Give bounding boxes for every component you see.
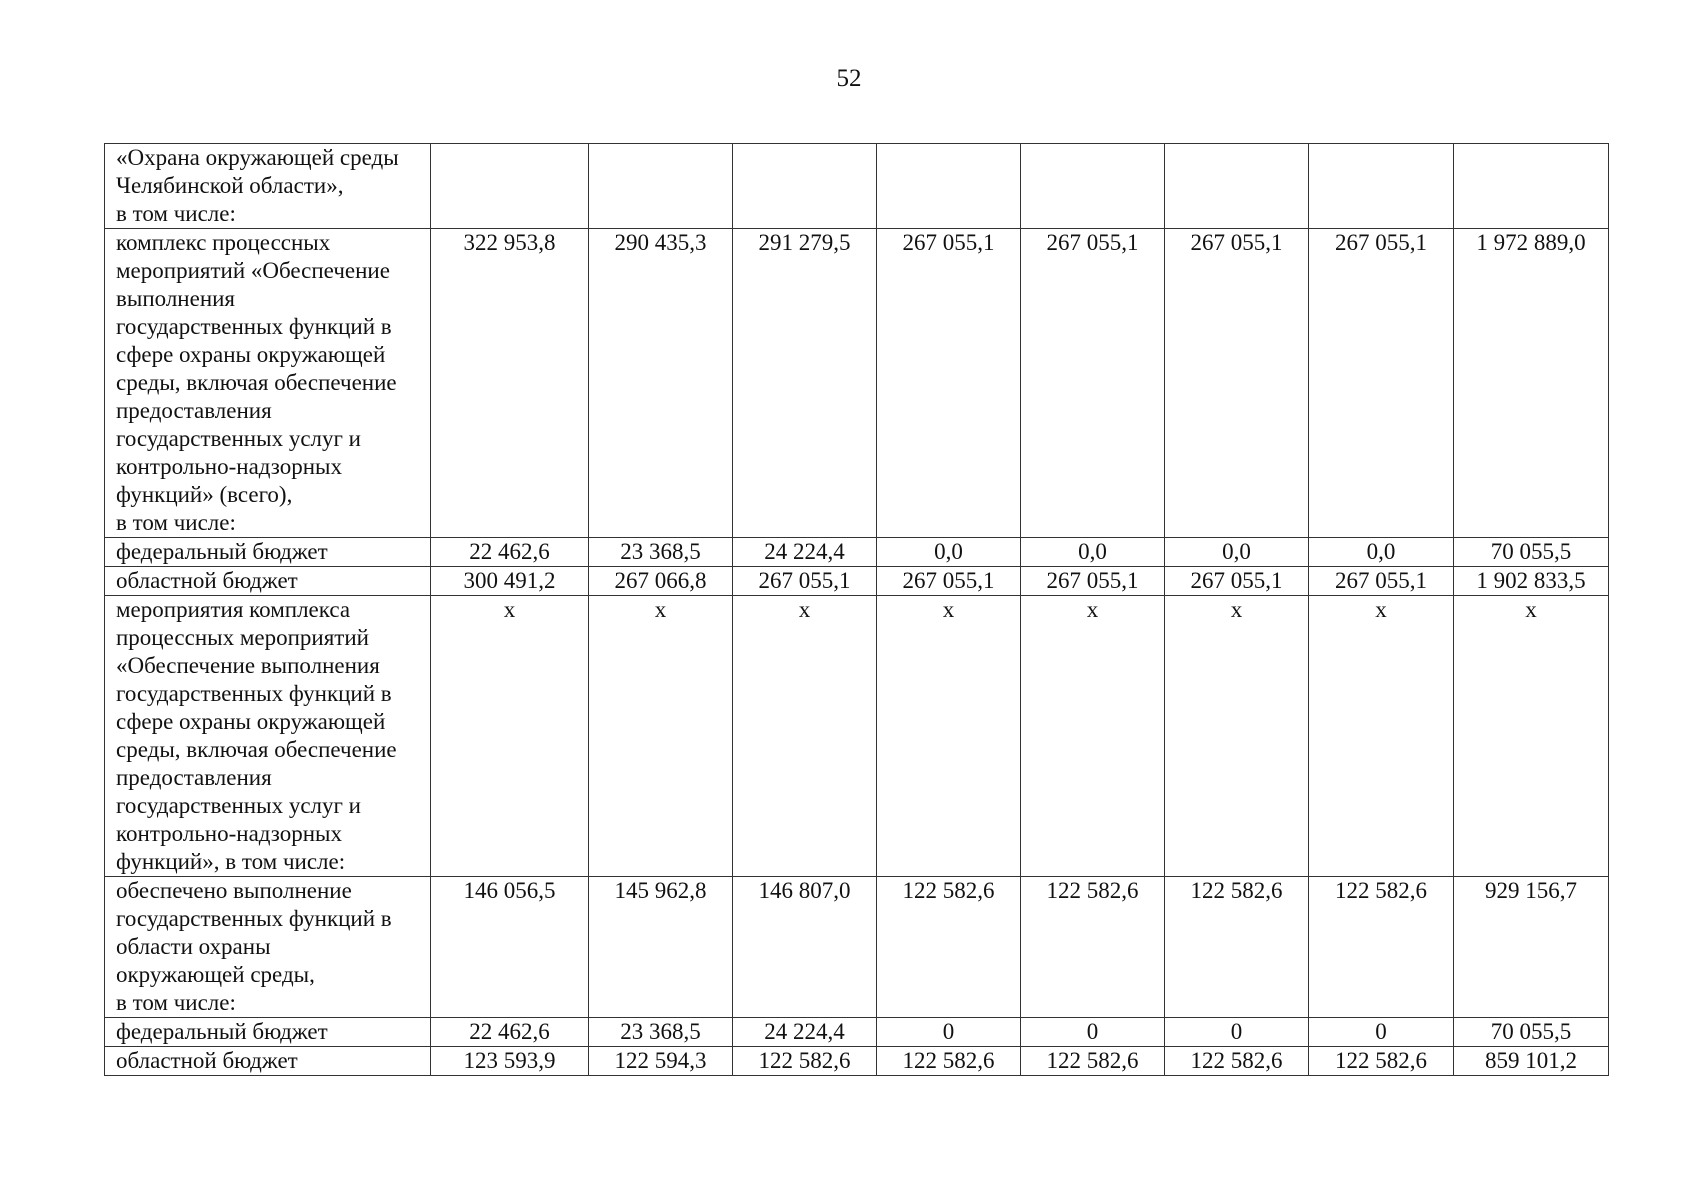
table-row xyxy=(105,596,1609,877)
table-row xyxy=(105,1018,1609,1047)
table-cell: 70 055,5 xyxy=(1454,538,1609,567)
table-cell: 267 066,8 xyxy=(589,567,733,596)
table-cell: 122 582,6 xyxy=(1165,1047,1309,1076)
table-cell: х xyxy=(1165,596,1309,877)
table-cell: 267 055,1 xyxy=(877,229,1021,538)
table-row xyxy=(105,877,1609,1018)
table-cell: 267 055,1 xyxy=(1165,567,1309,596)
table-cell: 300 491,2 xyxy=(431,567,589,596)
page-number: 52 xyxy=(836,65,862,92)
table-cell xyxy=(1021,144,1165,229)
table-cell: 929 156,7 xyxy=(1454,877,1609,1018)
table-cell: 1 972 889,0 xyxy=(1454,229,1609,538)
table-cell: 122 582,6 xyxy=(877,1047,1021,1076)
table-cell xyxy=(431,144,589,229)
table-cell: 267 055,1 xyxy=(733,567,877,596)
table-cell: х xyxy=(431,596,589,877)
table-cell: 22 462,6 xyxy=(431,538,589,567)
table-cell: 267 055,1 xyxy=(877,567,1021,596)
row-label: федеральный бюджет xyxy=(105,538,431,567)
table-row xyxy=(105,1047,1609,1076)
table-cell: 146 056,5 xyxy=(431,877,589,1018)
table-cell: 290 435,3 xyxy=(589,229,733,538)
table-cell: 24 224,4 xyxy=(733,1018,877,1047)
row-label: комплекс процессных мероприятий «Обеспечение выполнения государственных функций в сфере охраны окружающей среды, включая обеспечение предоставления государственных услуг и контрольно-надзорных функций» (всего), в том числе: xyxy=(105,229,431,538)
table-cell: 24 224,4 xyxy=(733,538,877,567)
row-label: «Охрана окружающей среды Челябинской области», в том числе: xyxy=(105,144,431,229)
table-cell: 267 055,1 xyxy=(1309,229,1454,538)
table-cell: 291 279,5 xyxy=(733,229,877,538)
table-cell: 1 902 833,5 xyxy=(1454,567,1609,596)
table-cell: 146 807,0 xyxy=(733,877,877,1018)
table-cell: 122 582,6 xyxy=(1165,877,1309,1018)
table-cell: 122 594,3 xyxy=(589,1047,733,1076)
table-cell: 267 055,1 xyxy=(1165,229,1309,538)
table-cell: х xyxy=(733,596,877,877)
row-label: областной бюджет xyxy=(105,1047,431,1076)
table-cell xyxy=(589,144,733,229)
table-cell: 0,0 xyxy=(1165,538,1309,567)
table-row xyxy=(105,538,1609,567)
table-cell: 0,0 xyxy=(877,538,1021,567)
table-cell: 122 582,6 xyxy=(877,877,1021,1018)
table-cell: 0 xyxy=(877,1018,1021,1047)
table-cell: х xyxy=(1454,596,1609,877)
table-cell: 145 962,8 xyxy=(589,877,733,1018)
table-cell: 859 101,2 xyxy=(1454,1047,1609,1076)
table-cell: 0,0 xyxy=(1309,538,1454,567)
table-cell: 122 582,6 xyxy=(1309,877,1454,1018)
table-cell: 0 xyxy=(1021,1018,1165,1047)
table-cell: 23 368,5 xyxy=(589,1018,733,1047)
row-label: мероприятия комплекса процессных мероприятий «Обеспечение выполнения государственных функций в сфере охраны окружающей среды, включая обеспечение предоставления государственных услуг и контрольно-надзорных функций», в том числе: xyxy=(105,596,431,877)
row-label: федеральный бюджет xyxy=(105,1018,431,1047)
table-row xyxy=(105,567,1609,596)
table-cell: 123 593,9 xyxy=(431,1047,589,1076)
table-cell: 122 582,6 xyxy=(1309,1047,1454,1076)
row-label: областной бюджет xyxy=(105,567,431,596)
table-cell: 267 055,1 xyxy=(1021,567,1165,596)
table-cell: 22 462,6 xyxy=(431,1018,589,1047)
table-cell: х xyxy=(589,596,733,877)
table-cell: 267 055,1 xyxy=(1309,567,1454,596)
table-cell: 122 582,6 xyxy=(1021,877,1165,1018)
table-cell: 70 055,5 xyxy=(1454,1018,1609,1047)
table-cell: 0 xyxy=(1165,1018,1309,1047)
table-cell: х xyxy=(1309,596,1454,877)
table-cell: 23 368,5 xyxy=(589,538,733,567)
table-cell xyxy=(1165,144,1309,229)
table-cell: 322 953,8 xyxy=(431,229,589,538)
table-row xyxy=(105,229,1609,538)
row-label: обеспечено выполнение государственных функций в области охраны окружающей среды, в том числе: xyxy=(105,877,431,1018)
table-cell: х xyxy=(1021,596,1165,877)
table-cell xyxy=(877,144,1021,229)
table-cell: 267 055,1 xyxy=(1021,229,1165,538)
budget-table xyxy=(104,143,1609,1076)
table-cell: 0 xyxy=(1309,1018,1454,1047)
table-cell: 122 582,6 xyxy=(733,1047,877,1076)
table-cell: 122 582,6 xyxy=(1021,1047,1165,1076)
table-cell: х xyxy=(877,596,1021,877)
table-cell xyxy=(733,144,877,229)
table-cell xyxy=(1309,144,1454,229)
table-cell xyxy=(1454,144,1609,229)
table-cell: 0,0 xyxy=(1021,538,1165,567)
table-row xyxy=(105,144,1609,229)
